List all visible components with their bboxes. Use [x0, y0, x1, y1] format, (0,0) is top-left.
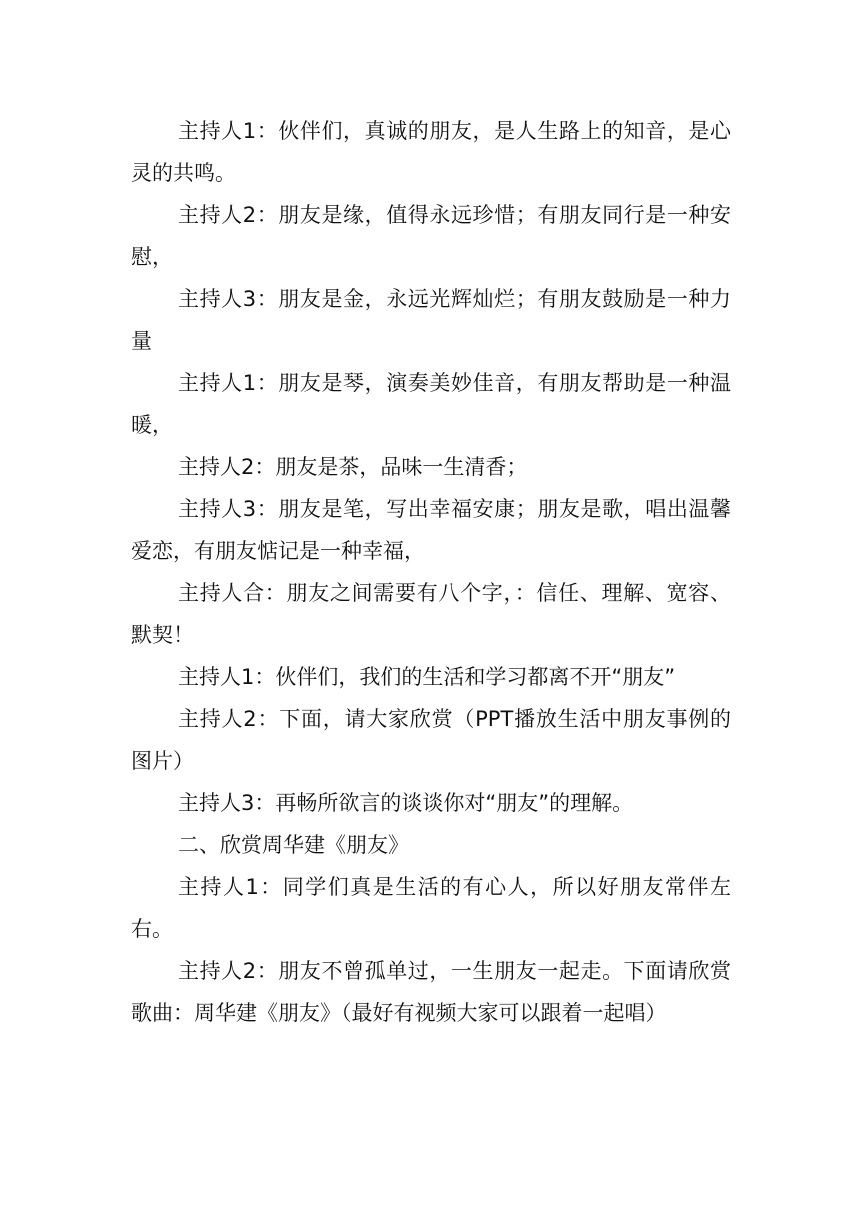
document-body	[131, 110, 731, 1034]
paragraph-host3-gold: 主持人3：朋友是金，永远光辉灿烂；有朋友鼓励是一种力量	[131, 287, 731, 353]
paragraph-host1-life: 主持人1：伙伴们，我们的生活和学习都离不开“朋友”	[178, 665, 676, 689]
paragraph-host2-ppt: 主持人2：下面，请大家欣赏（PPT播放生活中朋友事例的图片）	[131, 707, 731, 773]
paragraph-host3-pen: 主持人3：朋友是笔，写出幸福安康；朋友是歌，唱出温馨爱恋，有朋友惦记是一种幸福，	[131, 497, 731, 563]
paragraph-host2-song: 主持人2：朋友不曾孤单过，一生朋友一起走。下面请欣赏歌曲：周华建《朋友》（最好有视频大家可以跟着一起唱）	[131, 959, 731, 1025]
paragraph-host1-intro: 主持人1：伙伴们，真诚的朋友，是人生路上的知音，是心灵的共鸣。	[131, 119, 731, 185]
paragraph-host1-classmates: 主持人1：同学们真是生活的有心人，所以好朋友常伴左右。	[131, 875, 731, 941]
paragraph-host3-discuss: 主持人3：再畅所欲言的谈谈你对“朋友”的理解。	[178, 791, 634, 815]
paragraph-hosts-together: 主持人合：朋友之间需要有八个字，：信任、理解、宽容、默契！	[131, 581, 731, 647]
paragraph-host2-fate: 主持人2：朋友是缘，值得永远珍惜；有朋友同行是一种安慰，	[131, 203, 731, 269]
section-heading-song: 二、欣赏周华建《朋友》	[178, 833, 409, 857]
paragraph-host1-lute: 主持人1：朋友是琴，演奏美妙佳音，有朋友帮助是一种温暖，	[131, 371, 731, 437]
paragraph-host2-tea: 主持人2：朋友是茶，品味一生清香；	[178, 455, 528, 479]
